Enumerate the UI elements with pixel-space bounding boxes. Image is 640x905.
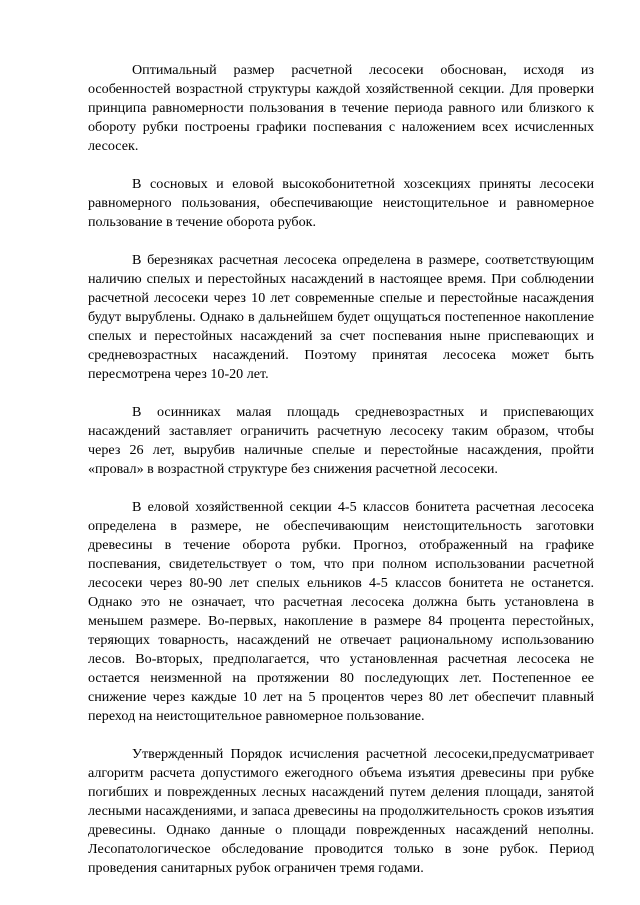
document-body	[88, 61, 594, 878]
paragraph-aspen-stands: В осинниках малая площадь средневозрастных и приспевающих насаждений заставляет ограничить расчетную лесосеку таким образом, чтобы через 26 лет, вырубив наличные спелые и перестойные насаждения, пройти «провал» в возрастной структуре без снижения расчетной лесосеки.	[88, 404, 594, 477]
paragraph-birch-stands: В березняках расчетная лесосека определена в размере, соответствующим наличию спелых и перестойных насаждений в настоящее время. При соблюдении расчетной лесосеки через 10 лет современные спелые и перестойные насаждения будут вырублены. Однако в дальнейшем будет ощущаться постепенное накопление спелых и перестойных насаждений за счет поспевания ныне приспевающих и средневозрастных насаждений. Поэтому принятая лесосека может быть пересмотрена через 10-20 лет.	[88, 252, 594, 382]
paragraph-approved-procedure: Утвержденный Порядок исчисления расчетной лесосеки,предусматривает алгоритм расчета допустимого ежегодного объема изъятия древесины при рубке погибших и поврежденных лесных насаждений путем деления площади, занятой лесными насаждениями, и запаса древесины на продолжительность сроков изъятия древесины. Однако данные о площади поврежденных насаждений неполны. Лесопатологическое обследование проводится только в зоне рубок. Период проведения санитарных рубок ограничен тремя годами.	[88, 746, 594, 876]
paragraph-optimal-cutting-size: Оптимальный размер расчетной лесосеки обоснован, исходя из особенностей возрастной структуры каждой хозяйственной секции. Для проверки принципа равномерности пользования в течение периода равного или близкого к обороту рубки построены графики поспевания с наложением всех исчисленных лесосек.	[88, 62, 594, 154]
paragraph-spruce-section-4-5: В еловой хозяйственной секции 4-5 классов бонитета расчетная лесосека определена в размере, не обеспечивающим неистощительность заготовки древесины в течение оборота рубки. Прогноз, отображенный на графике поспевания, свидетельствует о том, что при полном использовании расчетной лесосеки через 80-90 лет спелых ельников 4-5 классов бонитета не останется. Однако это не означает, что расчетная лесосека должна быть установлена в меньшем размере. Во-первых, накопление в размере 84 процента перестойных, теряющих товарность, насаждений не отвечает рациональному использованию лесов. Во-вторых, предполагается, что установленная расчетная лесосека не остается неизменной на протяжении 80 последующих лет. Постепенное ее снижение через каждые 10 лет на 5 процентов через 80 лет обеспечит плавный переход на неистощительное равномерное пользование.	[88, 499, 594, 724]
paragraph-pine-spruce-sections: В сосновых и еловой высокобонитетной хозсекциях приняты лесосеки равномерного пользования, обеспечивающие неистощительное и равномерное пользование в течение оборота рубок.	[88, 176, 594, 230]
